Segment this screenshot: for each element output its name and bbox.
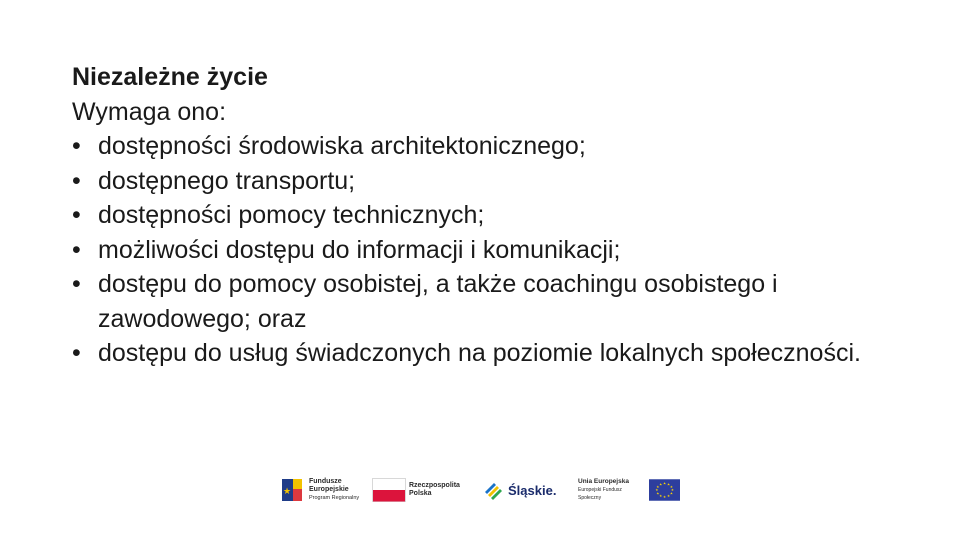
svg-text:★: ★	[658, 482, 663, 487]
bullet-symbol: •	[72, 166, 81, 195]
unia-europejska-logo	[578, 474, 680, 506]
rp-line2: Polska	[409, 490, 432, 497]
slide-title: Niezależne życie	[72, 63, 268, 91]
svg-text:★: ★	[669, 485, 673, 490]
eu-flag-icon	[649, 479, 680, 501]
svg-text:★: ★	[669, 491, 673, 496]
bullet-symbol: •	[72, 132, 81, 160]
fe-line1: Fundusze	[309, 478, 342, 485]
bullet-text: dostępu do pomocy osobistej, a także coachingu osobistego i zawodowego; oraz	[98, 270, 778, 333]
slaskie-logo	[482, 474, 578, 506]
bullet-text: dostępu do usług świadczonych na poziomie lokalnych społeczności.	[98, 339, 861, 367]
fe-line3: Program Regionalny	[309, 495, 360, 501]
funding-logos-strip	[280, 474, 680, 506]
bullet-text: dostępności pomocy technicznych;	[98, 201, 485, 229]
bullet-item	[72, 129, 902, 164]
svg-text:★: ★	[666, 482, 670, 487]
fundusze-europejskie-emblem-icon	[280, 476, 306, 504]
ue-line1: Unia Europejska	[578, 478, 629, 485]
svg-text:★: ★	[282, 487, 292, 497]
svg-text:★: ★	[654, 488, 659, 493]
bullet-list	[72, 129, 902, 371]
fe-line2: Europejskie	[309, 486, 349, 493]
bullet-item	[72, 164, 902, 199]
bullet-text: możliwości dostępu do informacji i komunikacji;	[98, 235, 621, 264]
rp-line1: Rzeczpospolita	[409, 482, 460, 489]
svg-text:★: ★	[670, 488, 674, 493]
bullet-item	[72, 336, 902, 371]
polish-flag-icon	[372, 478, 406, 502]
svg-text:★: ★	[655, 491, 660, 496]
bullet-text: dostępności środowiska architektonicznego;	[98, 132, 586, 160]
svg-text:★: ★	[666, 494, 670, 499]
slide-body	[72, 60, 902, 371]
bullet-text: dostępnego transportu;	[98, 166, 356, 195]
bullet-item	[72, 267, 902, 336]
bullet-item	[72, 233, 902, 268]
fundusze-europejskie-logo	[280, 474, 372, 506]
svg-text:★: ★	[658, 494, 663, 499]
slaskie-text: Śląskie.	[508, 482, 557, 498]
ue-line2: Europejski Fundusz Społeczny	[578, 487, 622, 501]
svg-text:★: ★	[655, 485, 660, 490]
rzeczpospolita-polska-logo	[372, 474, 482, 506]
bullet-symbol: •	[72, 339, 81, 367]
bullet-item	[72, 198, 902, 233]
svg-text:★: ★	[662, 481, 666, 486]
slaskie-emblem-icon	[482, 478, 506, 502]
bullet-symbol: •	[72, 270, 81, 298]
intro-text: Wymaga ono:	[72, 97, 227, 126]
bullet-symbol: •	[72, 201, 81, 229]
svg-text:★: ★	[662, 495, 666, 500]
bullet-symbol: •	[72, 235, 81, 264]
